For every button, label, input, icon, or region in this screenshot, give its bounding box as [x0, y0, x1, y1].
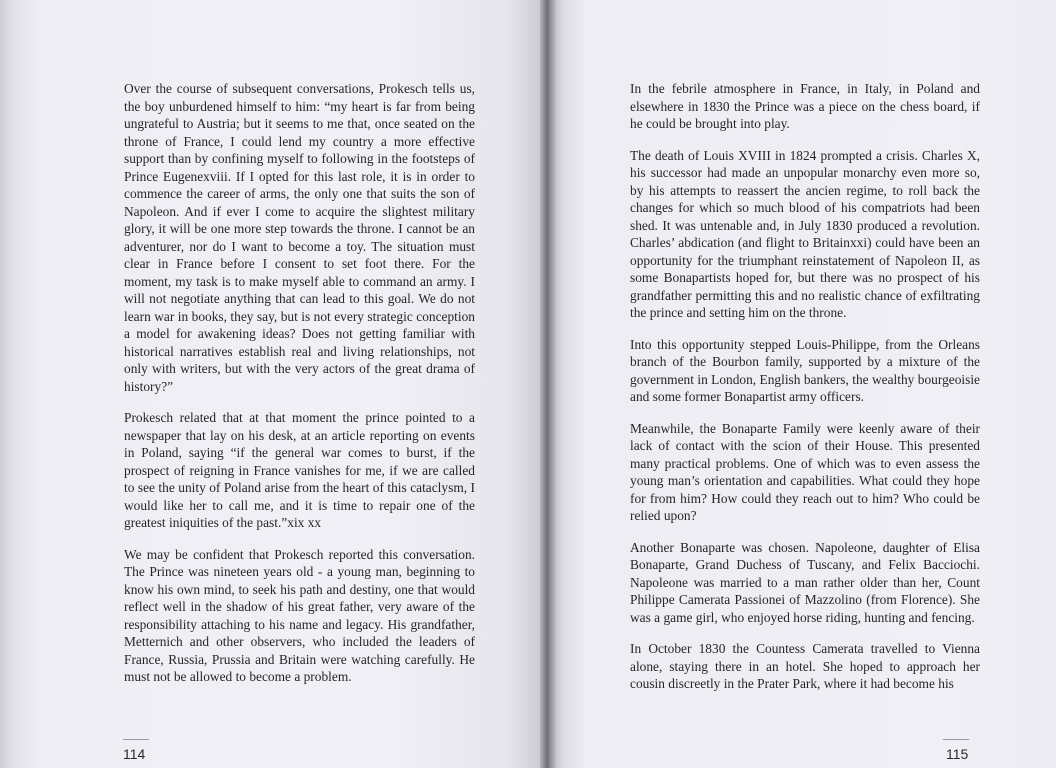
paragraph: In the febrile atmosphere in France, in Italy, in Poland and elsewhere in 1830 the Prince was a piece on the chess board, if he could be brought into play. [630, 81, 980, 131]
paragraph: Prokesch related that at that moment the prince pointed to a newspaper that lay on his desk, at an article reporting on events in Poland, saying “if the general war comes to burst, if the prospect of reigning in France vanishes for me, if we are called to see the unity of Poland arise from the heart of this cataclysm, I would like her to call me, and it is time to repair one of the greatest iniquities of the past.”xix xx [124, 410, 475, 530]
paragraph: Over the course of subsequent conversations, Prokesch tells us, the boy unburdened himself to him: “my heart is far from being ungrateful to Austria; but it seems to me that, once seated on the throne of France, I could lend my country a more effective support than by confining myself to following in the footsteps of Prince Eugenexviii. If I opted for this last role, it is in order to commence the career of arms, the only one that suits the son of Napoleon. And if ever I come to acquire the slightest military glory, it will be one more step towards the throne. I cannot be an adventurer, nor do I want to become a toy. The situation must clear in France before I consent to set foot there. For the moment, my task is to make myself able to command an army. I will not negotiate anything that can lead to this goal. We do not learn war in books, they say, but is not every strategic conception a model for awakening ideas? Does not getting familiar with historical narratives establish real and living relationships, not only with writers, but with the very actors of the great drama of history?” [124, 81, 475, 394]
paragraph: Meanwhile, the Bonaparte Family were keenly aware of their lack of contact with the scion of their House. This presented many practical problems. One of which was to even assess the young man’s orientation and capabilities. What could they hope for from him? How could they reach out to him? Who could be relied upon? [630, 420, 980, 523]
page-number: 114 [123, 746, 146, 762]
right-page [551, 0, 1056, 768]
paragraph: Another Bonaparte was chosen. Napoleone, daughter of Elisa Bonaparte, Grand Duchess of Tuscany, and Felix Bacciochi. Napoleone was married to a man rather older than her, Count Philippe Camerata Passionei of Mazzolino (from Florence). She was a game girl, who enjoyed horse riding, hunting and fencing. [630, 539, 980, 625]
book-gutter [540, 0, 556, 768]
paragraph: Into this opportunity stepped Louis-Philippe, from the Orleans branch of the Bourbon family, supported by a mixture of the government in London, English bankers, the wealthy bourgeoisie and some former Bonapartist army officers. [630, 336, 980, 404]
left-page-text [124, 80, 475, 700]
right-page-text [630, 80, 980, 707]
paragraph: In October 1830 the Countess Camerata travelled to Vienna alone, staying there in an hotel. She hoped to approach her cousin discreetly in the Prater Park, where it had become his [630, 641, 980, 691]
paragraph: The death of Louis XVIII in 1824 prompted a crisis. Charles X, his successor had made an unpopular monarchy even more so, by his attempts to reassert the ancien regime, to roll back the changes for which so much blood of his compatriots had been shed. It was untenable and, in July 1830 produced a revolution. Charles’ abdication (and flight to Britainxxi) could have been an opportunity for the triumphant reinstatement of Napoleon II, as some Bonapartists hoped for, but there was no prospect of his grandfather permitting this and no realistic chance of exfiltrating the prince and setting him on the throne. [630, 147, 980, 320]
page-number: 115 [946, 746, 969, 762]
folio-rule [123, 739, 149, 740]
paragraph: We may be confident that Prokesch reported this conversation. The Prince was nineteen years old - a young man, beginning to know his own mind, to seek his path and destiny, one that would reflect well in the shadow of his great father, very aware of the responsibility attaching to his name and legacy. His grandfather, Metternich and other observers, who included the leaders of France, Russia, Prussia and Britain were watching carefully. He must not be allowed to become a problem. [124, 546, 475, 684]
folio-rule [943, 739, 969, 740]
